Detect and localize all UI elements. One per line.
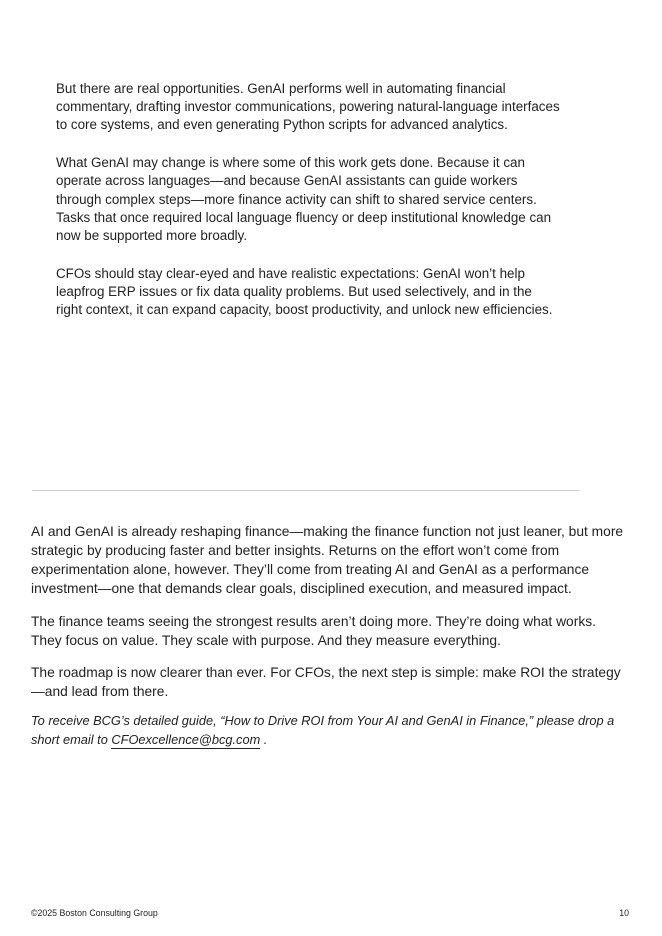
contact-note-text: To receive BCG’s detailed guide, “How to Drive ROI from Your AI and GenAI in Finance,” please drop a short email to: [31, 713, 615, 747]
contact-note-suffix: .: [263, 731, 268, 747]
paragraph-shared-services: What GenAI may change is where some of this work gets done. Because it can operate across languages—and because GenAI assistants can guide workers through complex steps—more finance activity can shift to shared service centers. Tasks that once required local language fluency or deep institutional knowledge can now be supported more broadly.: [56, 155, 552, 244]
opportunities-section: [56, 80, 561, 339]
page-number: 10: [619, 908, 629, 918]
paragraph-roadmap: The roadmap is now clearer than ever. For CFOs, the next step is simple: make ROI the strategy—and lead from there.: [31, 665, 621, 700]
conclusion-section: [31, 522, 627, 715]
contact-note: [31, 712, 627, 749]
footer-copyright: ©2025 Boston Consulting Group: [31, 908, 158, 918]
paragraph-reshaping-finance: AI and GenAI is already reshaping finance—making the finance function not just leaner, but more strategic by producing faster and better insights. Returns on the effort won’t come from experimentation alone, however. They’ll come from treating AI and GenAI as a performance investment—one that demands clear goals, disciplined execution, and measured impact.: [31, 524, 624, 596]
paragraph-expectations: CFOs should stay clear-eyed and have realistic expectations: GenAI won’t help leapfrog ERP issues or fix data quality problems. But used selectively, and in the right context, it can expand capacity, boost productivity, and unlock new efficiencies.: [56, 265, 553, 318]
section-divider: [32, 490, 580, 491]
paragraph-strongest-results: The finance teams seeing the strongest results aren’t doing more. They’re doing what works. They focus on value. They scale with purpose. And they measure everything.: [31, 613, 596, 648]
email-link[interactable]: CFOexcellence@bcg.com: [111, 731, 261, 747]
paragraph-opportunities: But there are real opportunities. GenAI performs well in automating financial commentary, drafting investor communications, powering natural-language interfaces to core systems, and even generating Python scripts for advanced analytics.: [56, 81, 560, 133]
